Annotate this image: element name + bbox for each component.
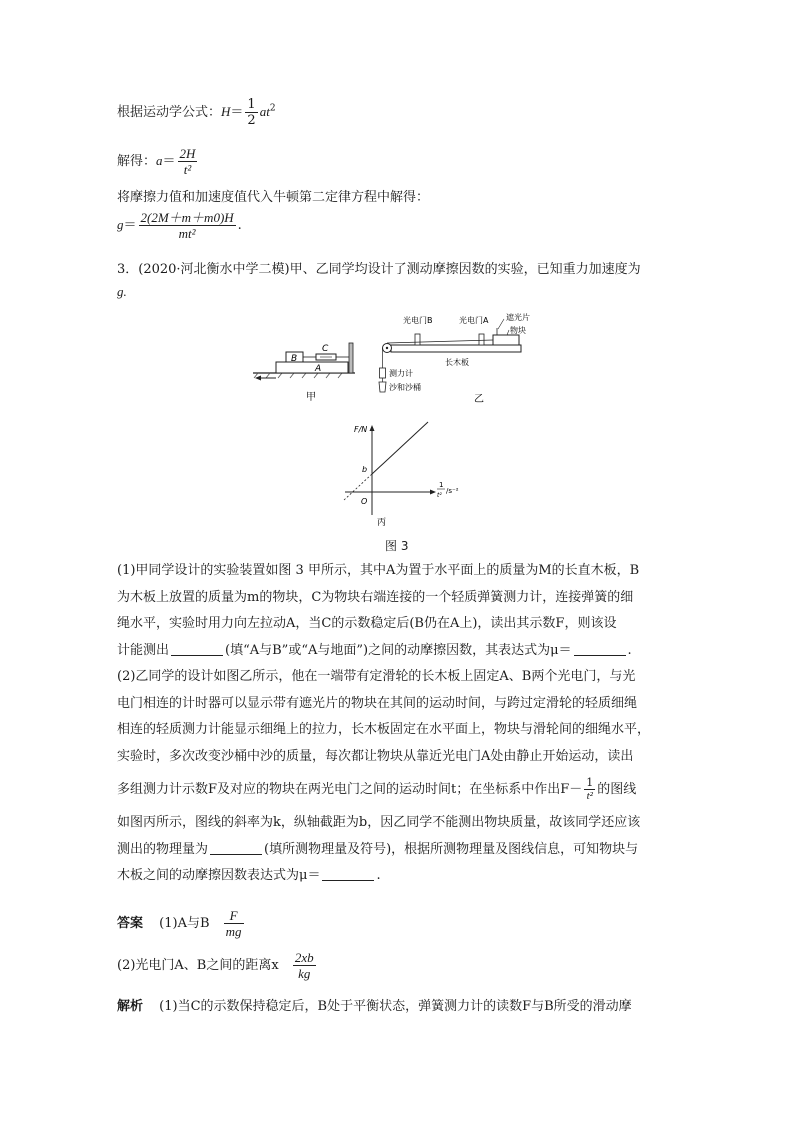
question-3-text-cont: g.	[117, 284, 127, 299]
intercept-label: b	[362, 465, 368, 474]
q2-line: 如图丙所示，图线的斜率为k，纵轴截距为b，因乙同学不能测出物块质量，故该同学还应该	[117, 815, 641, 830]
gate-b	[415, 334, 420, 345]
figure-caption: 图 3	[385, 539, 409, 553]
answer-blank-2[interactable]	[574, 643, 626, 656]
analysis-text: (1)当C的示数保持稳定后，B处于平衡状态，弹簧测力计的读数F与B所受的滑动摩	[159, 999, 632, 1014]
var-a: a	[156, 153, 163, 168]
var-h: H	[221, 104, 231, 119]
figure-yi	[375, 310, 545, 410]
block	[493, 335, 519, 345]
wall	[349, 343, 353, 373]
data-line	[372, 422, 428, 474]
equals: ＝	[162, 154, 176, 169]
label-c: C	[322, 344, 329, 354]
label-shade: 遮光片	[506, 313, 530, 322]
label-bucket: 沙和沙桶	[389, 383, 421, 392]
q1-line: 为木板上放置的质量为m的物块，C为物块右端连接的一个轻质弹簧测力计，连接弹簧的细	[117, 589, 634, 605]
analysis-label: 解析	[117, 999, 144, 1014]
figure-bing-label: 丙	[377, 518, 387, 528]
figure-jia-label: 甲	[306, 392, 316, 403]
answer-2-text: (2)光电门A、B之间的距离x	[117, 958, 279, 973]
x-axis-unit: /s⁻²	[446, 487, 459, 495]
y-axis-label: F/N	[354, 425, 368, 434]
figure-yi-label: 乙	[474, 394, 484, 405]
answer-blank-4[interactable]	[322, 868, 374, 881]
fraction-2xb-kg: $\frac{2xb}{kg}$	[294, 950, 314, 981]
analysis	[117, 995, 632, 1014]
question-part-1	[117, 558, 677, 664]
q2-line: 相连的轻质测力计能显示细绳上的拉力，长木板固定在水平面上，物块与滑轮间的细绳水平，	[117, 722, 651, 737]
fraction-f-mg: $\frac{F}{mg}$	[225, 908, 242, 939]
answer-1	[117, 908, 246, 939]
rope	[387, 340, 493, 343]
q2-line-blank: 木板之间的动摩擦因数表达式为μ＝ .	[117, 868, 381, 883]
term-at: at	[259, 104, 270, 119]
q2-line: 电门相连的计时器可以显示带有遮光片的物块在其间的运动时间，与跨过定滑轮的轻质细绳	[117, 695, 638, 711]
question-part-2	[117, 664, 677, 890]
q1-line: (1)甲同学设计的实验装置如图 3 甲所示，其中A为置于水平面上的质量为M的长直木板，B	[117, 563, 640, 578]
figure-bing-graph	[335, 420, 475, 530]
x-axis-den: t²	[437, 492, 442, 499]
formula-g	[117, 210, 242, 241]
sand-bucket	[379, 382, 386, 392]
answer-2	[117, 950, 318, 981]
extrapolated-line	[344, 474, 372, 500]
equals: ＝	[123, 218, 137, 233]
label-block: 物块	[510, 326, 526, 335]
period: .	[237, 218, 242, 233]
origin-label: O	[361, 497, 368, 506]
q1-line-blanks: 计能测出 (填“A与B”或“A与地面”)之间的动摩擦因数，其表达式为μ＝ .	[117, 642, 632, 658]
answer-label: 答案	[117, 916, 144, 931]
formula-label: 根据运动学公式：	[117, 105, 222, 120]
label-board: 长木板	[445, 358, 469, 367]
q1-line: 绳水平，实验时用力向左拉动A，当C的示数稳定后(B仍在A上)，读出其示数F，则该设	[117, 616, 617, 631]
force-meter	[380, 368, 386, 378]
fraction-half: $\frac{1}{2}$	[247, 97, 256, 128]
label-meter: 测力计	[389, 369, 413, 378]
q2-line-blank: 测出的物理量为 (填所测物理量及符号)，根据所测物理量及图线信息，可知物块与	[117, 841, 639, 857]
q2-line: 实验时，多次改变沙桶中沙的质量，每次都让物块从靠近光电门A处由静止开始运动，读出	[117, 748, 634, 764]
label-gate-b: 光电门B	[403, 316, 433, 325]
formula-solve-a	[117, 146, 199, 177]
label-a: A	[315, 364, 322, 374]
label-gate-a: 光电门A	[459, 316, 489, 325]
answer-1-text: (1)A与B	[159, 916, 210, 931]
fraction-g: $\frac{2(2M+m+m0)H}{\text{mt²}}$	[140, 210, 234, 241]
formula-intro	[117, 186, 429, 205]
question-3-title-cont	[117, 284, 127, 300]
fraction-1-t2: $\frac{1}{\text{t²}}$	[586, 776, 594, 802]
equals: ＝	[230, 105, 244, 120]
var-g: g	[117, 217, 124, 232]
q2-line: (2)乙同学的设计如图乙所示，他在一端带有定滑轮的长木板上固定A、B两个光电门，与光	[117, 669, 636, 684]
formula-text: 将摩擦力值和加速度值代入牛顿第二定律方程中解得：	[117, 190, 430, 205]
question-3-title	[117, 258, 641, 277]
board-a	[276, 362, 348, 373]
answer-blank-1[interactable]	[171, 643, 223, 656]
question-3-text: 3．(2020·河北衡水中学二模)甲、乙同学均设计了测动摩擦因数的实验，已知重力加速度为	[117, 262, 641, 277]
long-board	[391, 345, 521, 352]
formula-kinematics	[117, 97, 276, 128]
fraction-2h-t2: $\frac{2H}{\text{t²}}$	[179, 146, 196, 177]
figure-jia	[250, 340, 365, 405]
q2-line-frac: 多组测力计示数F及对应的物块在两光电门之间的运动时间t；在坐标系中作出F－ $\frac{1}{\text{t²}}$ 的图线	[117, 776, 637, 802]
gate-a	[479, 334, 484, 345]
x-axis-num: 1	[439, 481, 444, 489]
exponent: 2	[269, 103, 276, 114]
label-b: B	[291, 354, 298, 364]
formula-label: 解得：	[117, 154, 157, 169]
answer-blank-3[interactable]	[210, 842, 262, 855]
